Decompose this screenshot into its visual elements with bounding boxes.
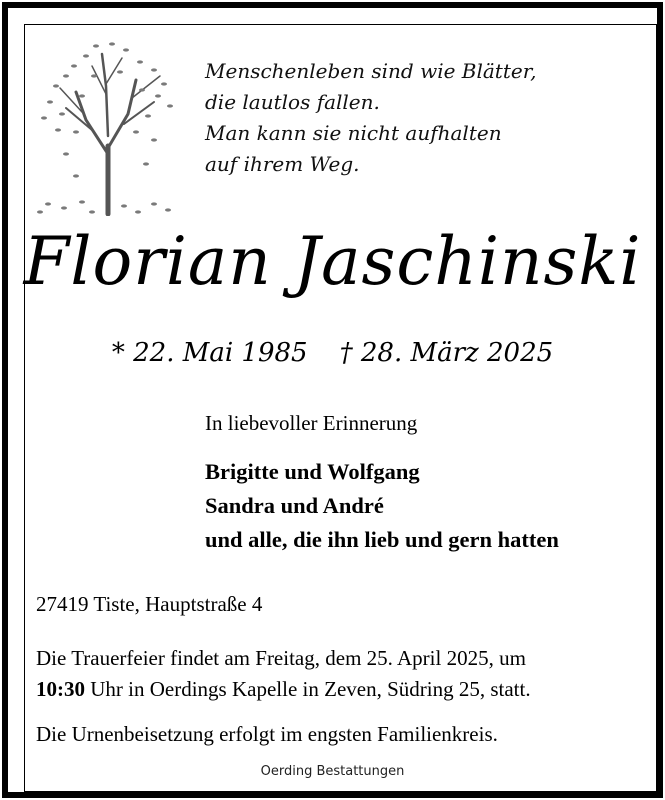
funeral-home: Oerding Bestattungen	[260, 764, 405, 779]
poem	[205, 56, 625, 180]
mourners-list	[205, 455, 559, 557]
ceremony-time: 10:30	[36, 677, 85, 701]
ceremony-info	[36, 643, 636, 705]
mourner-line: Brigitte und Wolfgang	[205, 459, 420, 484]
burial-info: Die Urnenbeisetzung erfolgt im engsten Familienkreis.	[36, 722, 498, 746]
ceremony-line	[36, 674, 636, 705]
birth-date: * 22. Mai 1985	[111, 338, 308, 368]
poem-line: Man kann sie nicht aufhalten	[205, 121, 502, 145]
death-date: † 28. März 2025	[339, 338, 554, 368]
life-dates	[0, 333, 665, 373]
deceased-name: Florian Jaschinski	[23, 223, 642, 300]
mourner-line: und alle, die ihn lieb und gern hatten	[205, 527, 559, 552]
poem-line: auf ihrem Weg.	[205, 152, 360, 176]
tree-icon	[36, 36, 178, 216]
address: 27419 Tiste, Hauptstraße 4	[36, 592, 263, 616]
mourner-line: Sandra und André	[205, 493, 384, 518]
ceremony-location: Uhr in Oerdings Kapelle in Zeven, Südring 25, statt.	[85, 677, 531, 701]
memory-text: In liebevoller Erinnerung	[205, 411, 418, 435]
poem-line: Menschenleben sind wie Blätter,	[205, 59, 537, 83]
poem-line: die lautlos fallen.	[205, 90, 380, 114]
ceremony-line: Die Trauerfeier findet am Freitag, dem 25. April 2025, um	[36, 646, 526, 670]
